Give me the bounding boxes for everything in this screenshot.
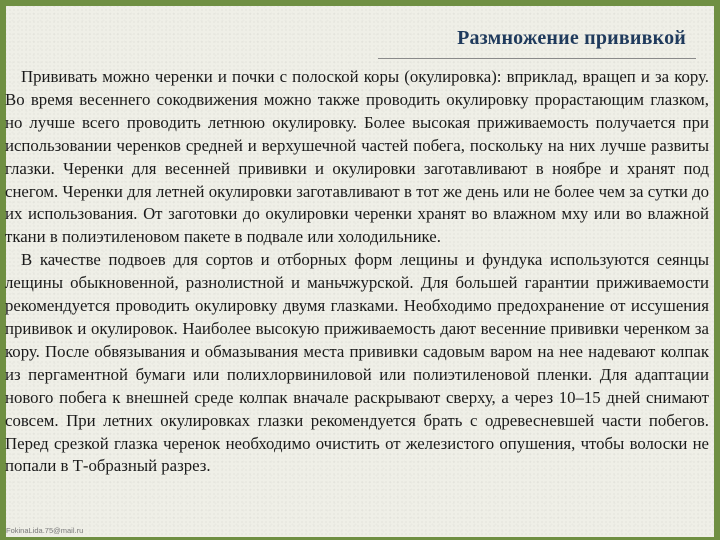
paragraph-2: В качестве подвоев для сортов и отборных форм лещины и фундука используются сеянцы лещины обыкновенной, разнолистной и маньчжурской. Для большей гарантии приживаемости рекомендуется проводить окулировку двумя глазками. Необходимо предохранение от иссушения прививок и окулировок. Наиболее высокую приживаемость дают весенние прививки черенком за кору. После обвязывания и обмазывания места прививки садовым варом на нее надевают колпак из пергаментной бумаги или полихлорвиниловой или полиэтиленовой пленки. Для адаптации нового побега к внешней среде колпак вначале раскрывают сверху, а через 10–15 дней снимают совсем. При летних окулировках глазки рекомендуется брать с одревесневшей части побегов. Перед срезкой глазка черенок необходимо очистить от железистого опушения, чтобы волоски не попали в Т-образный разрез. (5, 250, 709, 476)
frame-top-border (0, 0, 720, 6)
frame-right-border (714, 0, 720, 540)
author-email: FokinaLida.75@mail.ru (6, 526, 84, 535)
paragraph-1: Прививать можно черенки и почки с полоской коры (окулировка): вприклад, вращеп и за кору. Во время весеннего сокодвижения можно также проводить окулировку прорастающим глазком, но лучше всего проводить летнюю окулировку. Более высокая приживаемость получается при использовании черенков средней и верхушечной частей побега, поскольку на них лучше развиты глазки. Черенки для весенней прививки и окулировки заготавливают в ноябре и хранят под снегом. Черенки для летней окулировки заготавливают в тот же день или не более чем за сутки до их использования. От заготовки до окулировки черенки хранят во влажном мху или во влажной ткани в полиэтиленовом пакете в подвале или холодильнике. (5, 67, 709, 247)
title-underline (378, 58, 696, 59)
body-text (5, 66, 709, 478)
slide-title: Размножение прививкой (457, 27, 686, 49)
